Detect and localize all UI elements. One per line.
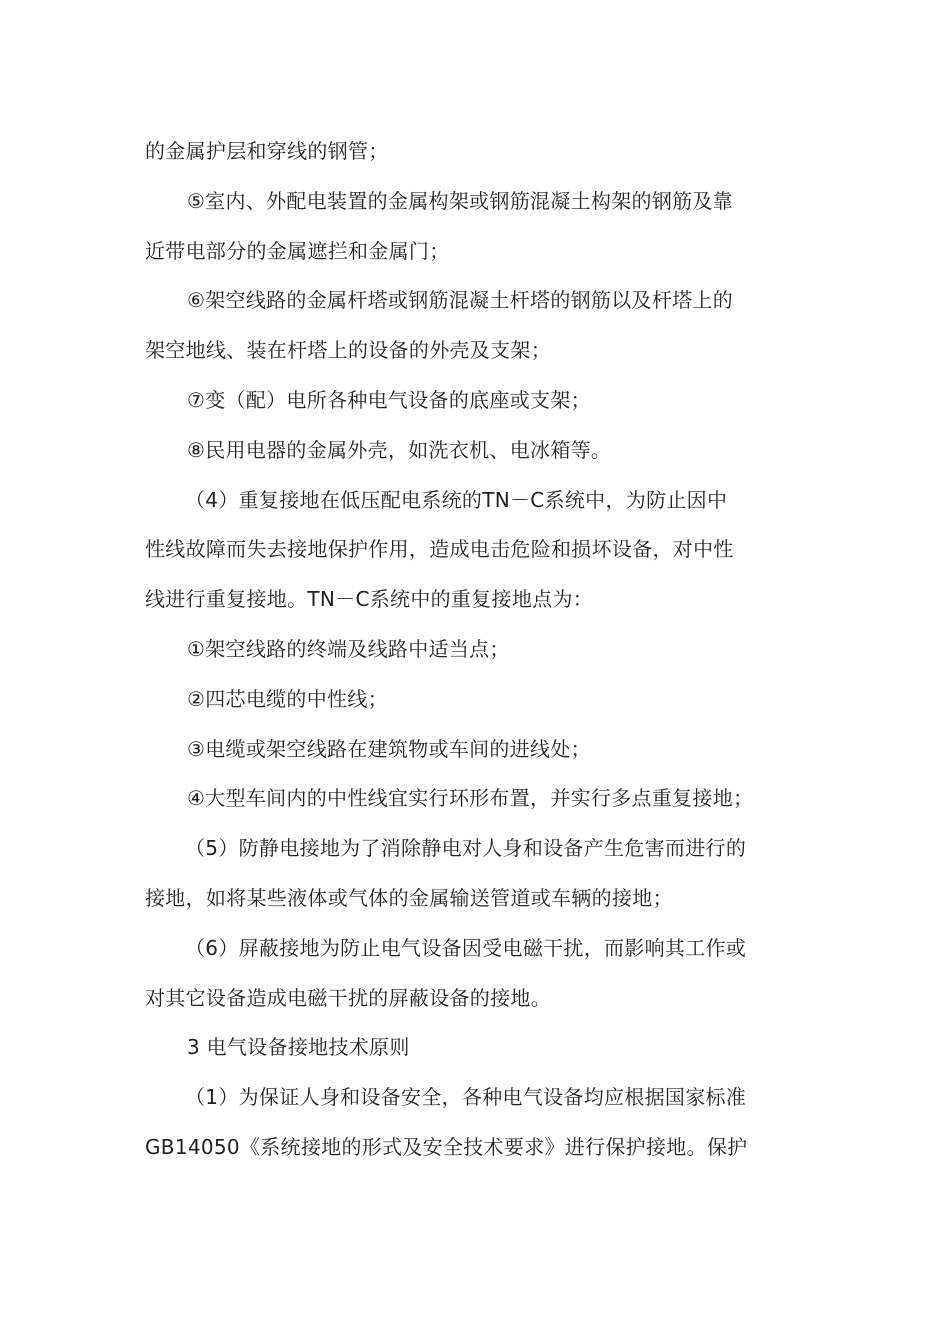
text-line: ①架空线路的终端及线路中适当点； <box>187 636 510 661</box>
text-line: 接地，如将某些液体或气体的金属输送管道或车辆的接地； <box>145 885 673 910</box>
text-line: ⑦变（配）电所各种电气设备的底座或支架； <box>187 387 591 412</box>
text-line: ⑤室内、外配电装置的金属构架或钢筋混凝土构架的钢筋及靠 <box>187 188 734 213</box>
text-line: 线进行重复接地。TN－C系统中的重复接地点为： <box>145 587 594 612</box>
text-line: （4）重复接地在低压配电系统的TN－C系统中，为防止因中 <box>185 487 728 512</box>
text-line: 的金属护层和穿线的钢管； <box>145 139 389 163</box>
document-body <box>145 127 810 1173</box>
text-line: （1）为保证人身和设备安全，各种电气设备均应根据国家标准 <box>185 1085 747 1110</box>
text-line: ④大型车间内的中性线宜实行环形布置，并实行多点重复接地； <box>187 786 754 811</box>
text-line: 对其它设备造成电磁干扰的屏蔽设备的接地。 <box>145 985 551 1010</box>
text-line: 近带电部分的金属遮拦和金属门； <box>145 238 450 263</box>
text-line: （5）防静电接地为了消除静电对人身和设备产生危害而进行的 <box>185 836 747 861</box>
text-line: （6）屏蔽接地为防止电气设备因受电磁干扰，而影响其工作或 <box>185 935 747 960</box>
text-line: ⑧民用电器的金属外壳，如洗衣机、电冰箱等。 <box>187 437 612 462</box>
text-line: ②四芯电缆的中性线； <box>187 686 388 711</box>
text-line: 架空地线、装在杆塔上的设备的外壳及支架； <box>145 338 551 363</box>
text-line: ⑥架空线路的金属杆塔或钢筋混凝土杆塔的钢筋以及杆塔上的 <box>187 288 734 313</box>
section-heading: 3 电气设备接地技术原则 <box>187 1035 410 1060</box>
text-line: 性线故障而失去接地保护作用，造成电击危险和损坏设备，对中性 <box>145 537 734 562</box>
text-line: ③电缆或架空线路在建筑物或车间的进线处； <box>187 736 591 761</box>
text-line: GB14050《系统接地的形式及安全技术要求》进行保护接地。保护 <box>145 1134 748 1159</box>
